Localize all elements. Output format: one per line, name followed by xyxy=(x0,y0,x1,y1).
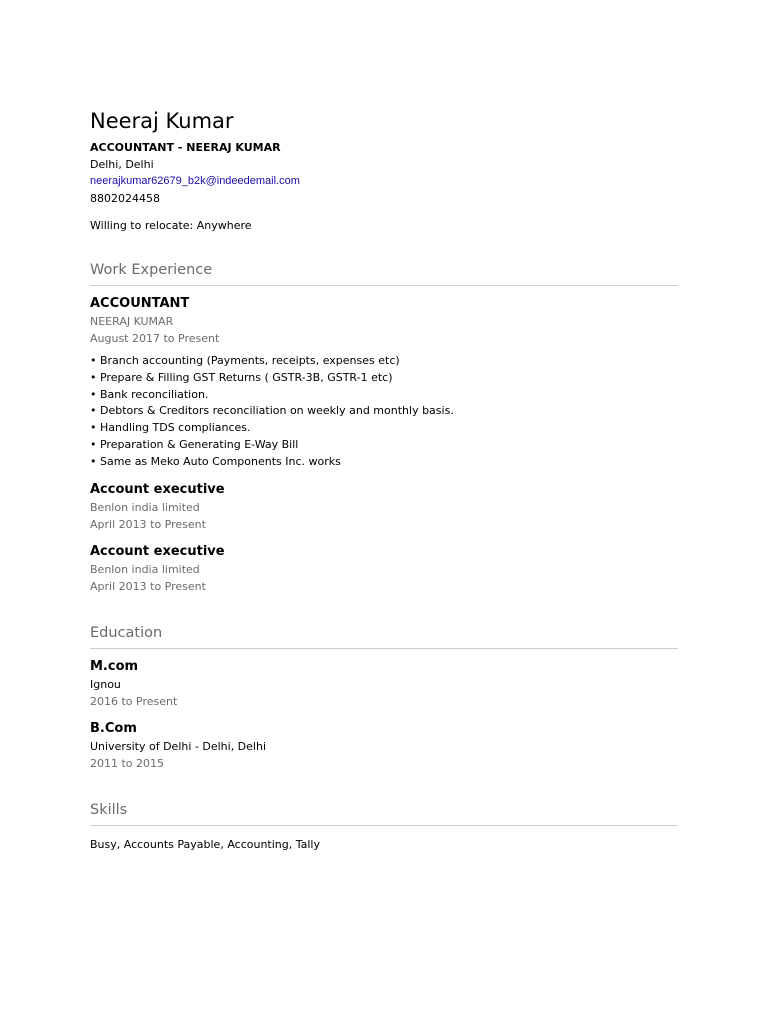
list-item: • Handling TDS compliances. xyxy=(90,421,251,435)
skills-list: Busy, Accounts Payable, Accounting, Tally xyxy=(90,837,321,851)
candidate-name: Neeraj Kumar xyxy=(90,109,234,133)
job-entry xyxy=(90,295,678,471)
education-dates: 2011 to 2015 xyxy=(90,756,165,770)
job-title: Account executive xyxy=(90,543,225,559)
phone: 8802024458 xyxy=(90,192,160,205)
relocate-preference: Willing to relocate: Anywhere xyxy=(90,219,252,232)
degree: B.Com xyxy=(90,720,137,736)
resume xyxy=(90,108,678,853)
degree: M.com xyxy=(90,658,139,674)
job-dates: April 2013 to Present xyxy=(90,579,206,593)
job-entry xyxy=(90,481,678,533)
education-section xyxy=(90,624,678,772)
skills-section xyxy=(90,801,678,853)
list-item: • Same as Meko Auto Components Inc. works xyxy=(90,454,341,468)
education-entry xyxy=(90,720,678,772)
list-item: • Bank reconciliation. xyxy=(90,387,209,401)
job-entry xyxy=(90,543,678,595)
list-item: • Branch accounting (Payments, receipts, expenses etc) xyxy=(90,354,400,367)
job-title: ACCOUNTANT xyxy=(90,296,190,311)
education-entry xyxy=(90,658,678,710)
job-company: NEERAJ KUMAR xyxy=(90,315,174,328)
section-title-work-experience: Work Experience xyxy=(90,261,678,286)
email-link[interactable]: neerajkumar62679_b2k@indeedemail.com xyxy=(90,175,300,187)
headline: ACCOUNTANT - NEERAJ KUMAR xyxy=(90,141,281,154)
list-item: • Debtors & Creditors reconciliation on weekly and monthly basis. xyxy=(90,404,454,418)
job-company: Benlon india limited xyxy=(90,500,200,514)
job-duties-list xyxy=(90,353,678,471)
section-title-education: Education xyxy=(90,624,678,649)
job-dates: April 2013 to Present xyxy=(90,517,206,531)
resume-header xyxy=(90,108,678,234)
job-company: Benlon india limited xyxy=(90,562,200,576)
school: University of Delhi - Delhi, Delhi xyxy=(90,739,267,753)
list-item: • Prepare & Filling GST Returns ( GSTR-3B, GSTR-1 etc) xyxy=(90,370,393,384)
list-item: • Preparation & Generating E-Way Bill xyxy=(90,437,299,451)
section-title-skills: Skills xyxy=(90,801,678,826)
job-dates: August 2017 to Present xyxy=(90,332,220,345)
work-experience-section xyxy=(90,261,678,595)
school: Ignou xyxy=(90,677,121,691)
job-title: Account executive xyxy=(90,481,225,497)
location: Delhi, Delhi xyxy=(90,158,154,171)
education-dates: 2016 to Present xyxy=(90,694,178,708)
